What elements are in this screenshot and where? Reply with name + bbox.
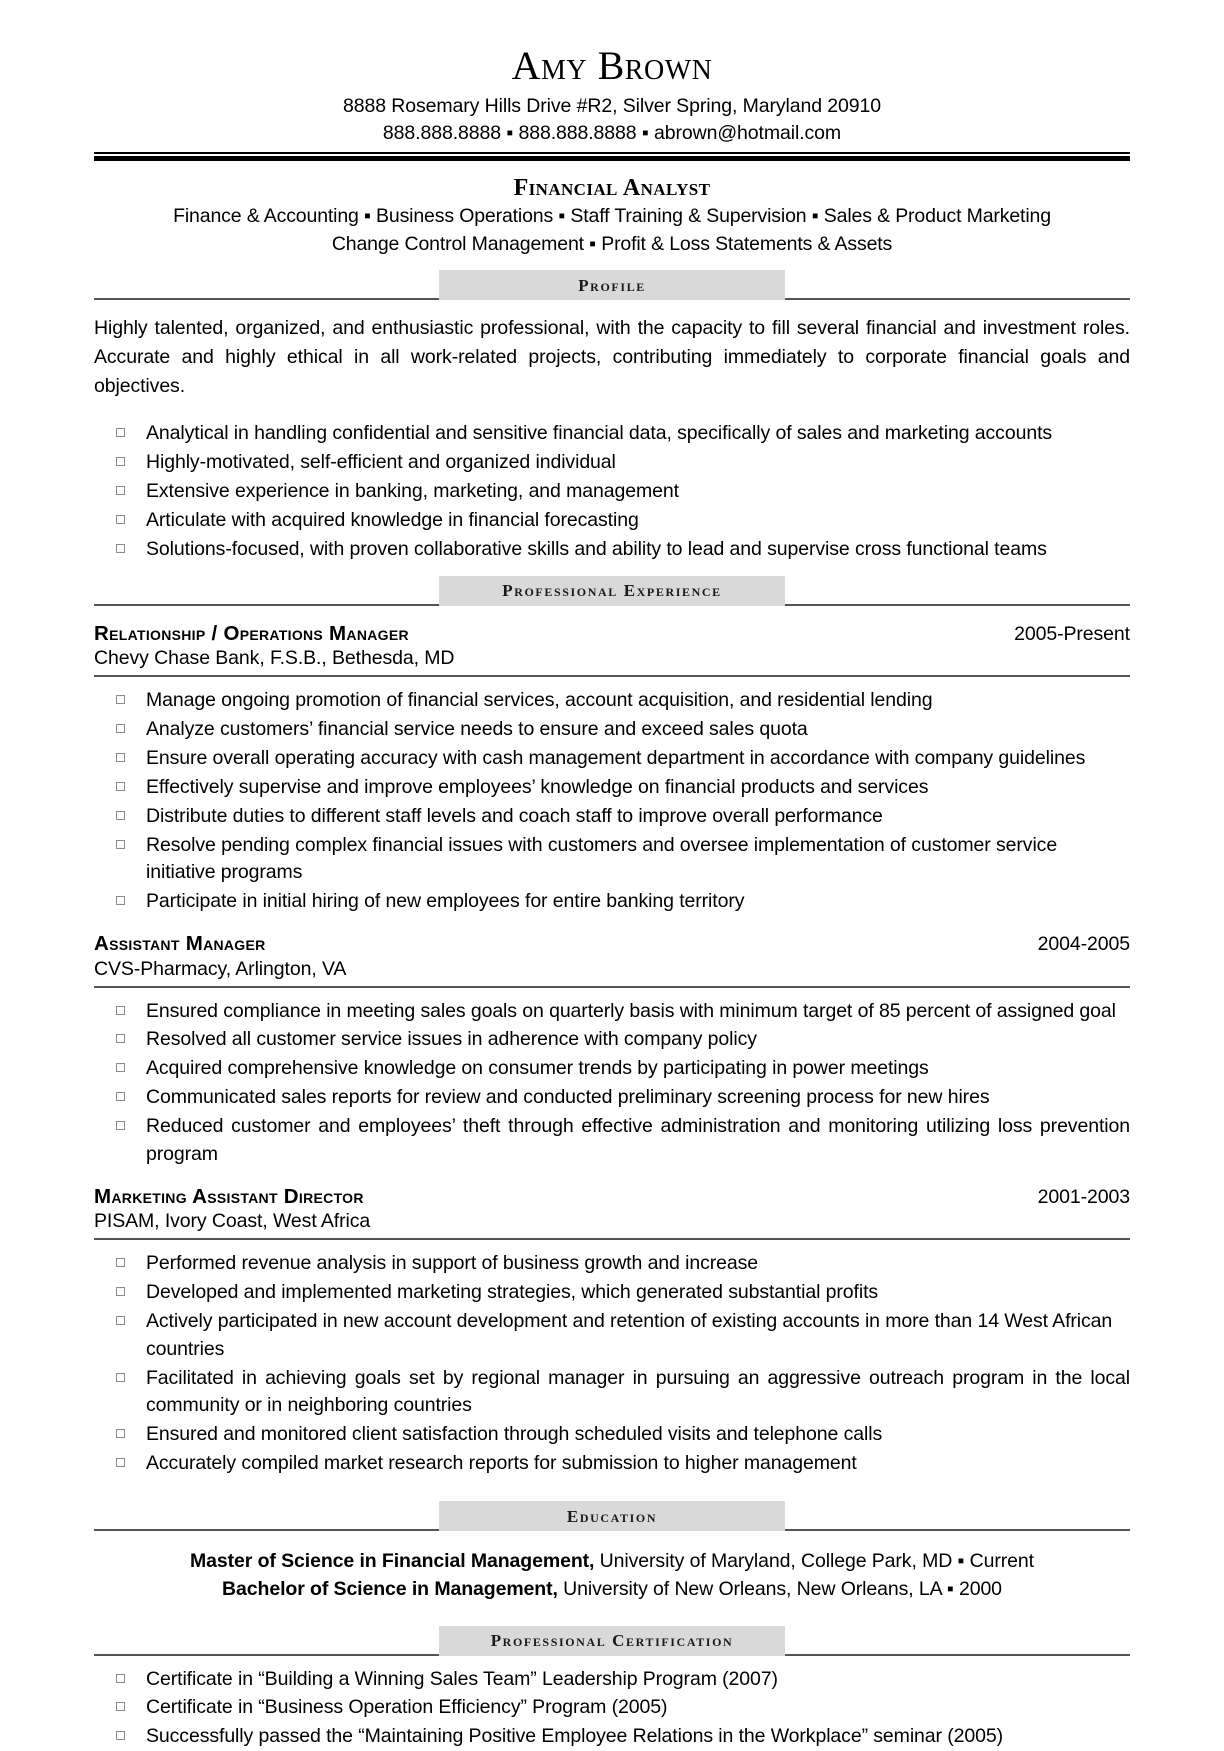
list-item-text: Acquired comprehensive knowledge on consumer trends by participating in power meetings <box>146 1057 929 1080</box>
list-item-text: Resolve pending complex financial issues with customers and oversee implementation of customer service initiative programs <box>146 833 1058 884</box>
list-item-text: Performed revenue analysis in support of business growth and increase <box>146 1252 759 1275</box>
list-item-text: Certificate in “Business Operation Efficiency” Program (2005) <box>146 1696 668 1719</box>
entry-heading-row <box>94 1185 1130 1210</box>
square-bullet-icon <box>116 486 125 495</box>
list-item-text: Effectively supervise and improve employees’ knowledge on financial products and services <box>146 775 929 798</box>
target-job-title: Financial Analyst <box>513 175 711 202</box>
entry-heading-row <box>94 932 1130 957</box>
list-item <box>94 1365 1130 1421</box>
list-item-text: Analytical in handling confidential and sensitive financial data, specifically of sales and marketing accounts <box>146 422 1053 445</box>
square-bullet-icon <box>116 428 125 437</box>
job-title: Relationship / Operations Manager <box>94 621 409 645</box>
list-item <box>94 998 1130 1026</box>
list-item <box>94 774 1130 802</box>
square-bullet-icon <box>116 1092 125 1101</box>
employer-name: Chevy Chase Bank, F.S.B., Bethesda, MD <box>94 646 1130 677</box>
list-item <box>94 1026 1130 1054</box>
list-item-text: Ensured compliance in meeting sales goals on quarterly basis with minimum target of 85 percent of assigned goal <box>146 999 1116 1022</box>
section-title-education: Education <box>566 1506 658 1526</box>
certification-bullet-list <box>94 1666 1130 1751</box>
list-item <box>94 888 1130 916</box>
list-item-text: Developed and implemented marketing strategies, which generated substantial profits <box>146 1280 879 1303</box>
job-dates: 2005-Present <box>1014 622 1130 645</box>
list-item <box>94 745 1130 773</box>
list-item-text: Communicated sales reports for review and conducted preliminary screening process for new hires <box>146 1086 990 1109</box>
job-dates: 2004-2005 <box>1037 933 1130 956</box>
section-band <box>439 270 785 300</box>
list-item-text: Ensure overall operating accuracy with cash management department in accordance with company guidelines <box>146 746 1086 769</box>
employer-name: PISAM, Ivory Coast, West Africa <box>94 1209 1130 1240</box>
list-item <box>94 1055 1130 1083</box>
specialties-line-1: Finance & Accounting ▪ Business Operations ▪ Staff Training & Supervision ▪ Sales & Product Marketing <box>173 205 1051 228</box>
square-bullet-icon <box>116 515 125 524</box>
section-header-experience <box>94 576 1130 606</box>
list-item-text: Resolved all customer service issues in adherence with company policy <box>146 1028 757 1051</box>
section-header-certification <box>94 1626 1130 1656</box>
square-bullet-icon <box>116 1429 125 1438</box>
section-title-certification: Professional Certification <box>490 1631 734 1651</box>
spacer <box>94 1479 1130 1489</box>
square-bullet-icon <box>116 896 125 905</box>
list-item-text: Distribute duties to different staff levels and coach staff to improve overall performance <box>146 804 883 827</box>
list-item-text: Certificate in “Building a Winning Sales Team” Leadership Program (2007) <box>146 1667 778 1690</box>
list-item-text: Ensured and monitored client satisfaction through scheduled visits and telephone calls <box>146 1423 883 1446</box>
list-item <box>94 1666 1130 1694</box>
list-item-text: Reduced customer and employees’ theft through effective administration and monitoring utilizing loss prevention program <box>146 1115 1130 1165</box>
degree-detail: University of New Orleans, New Orleans, LA ▪ 2000 <box>557 1578 1002 1601</box>
experience-entry <box>94 1185 1130 1240</box>
square-bullet-icon <box>116 544 125 553</box>
list-item-text: Facilitated in achieving goals set by regional manager in pursuing an aggressive outreach program in the local community or in neighboring countries <box>146 1366 1130 1417</box>
experience-entry <box>94 932 1130 987</box>
education-list <box>94 1547 1130 1604</box>
square-bullet-icon <box>116 1316 125 1325</box>
degree-name: Master of Science in Financial Management, <box>190 1550 595 1573</box>
resume-header <box>94 44 1130 161</box>
list-item <box>94 449 1130 477</box>
list-item <box>94 478 1130 506</box>
candidate-address: 8888 Rosemary Hills Drive #R2, Silver Spring, Maryland 20910 <box>342 95 882 118</box>
specialties-line-2: Change Control Management ▪ Profit & Loss Statements & Assets <box>331 232 893 255</box>
square-bullet-icon <box>116 1373 125 1382</box>
square-bullet-icon <box>116 1258 125 1267</box>
experience-bullet-list <box>94 998 1130 1169</box>
education-item <box>94 1575 1130 1603</box>
list-item-text: Articulate with acquired knowledge in financial forecasting <box>146 509 639 532</box>
profile-bullet-list <box>94 420 1130 563</box>
square-bullet-icon <box>116 1674 125 1683</box>
experience-entry <box>94 622 1130 677</box>
spacer <box>94 1604 1130 1614</box>
square-bullet-icon <box>116 1731 125 1740</box>
list-item <box>94 1250 1130 1278</box>
employer-name: CVS-Pharmacy, Arlington, VA <box>94 957 1130 988</box>
job-title: Assistant Manager <box>94 932 266 956</box>
square-bullet-icon <box>116 753 125 762</box>
candidate-contact: 888.888.8888 ▪ 888.888.8888 ▪ abrown@hotmail.com <box>382 121 842 144</box>
section-header-profile <box>94 270 1130 300</box>
section-band <box>439 1626 785 1656</box>
header-divider <box>94 152 1130 161</box>
square-bullet-icon <box>116 1458 125 1467</box>
list-item <box>94 716 1130 744</box>
list-item <box>94 507 1130 535</box>
list-item <box>94 1113 1130 1169</box>
list-item-text: Actively participated in new account development and retention of existing accounts in more than 14 West African countries <box>146 1309 1113 1360</box>
list-item-text: Extensive experience in banking, marketing, and management <box>146 480 679 503</box>
education-item <box>94 1547 1130 1575</box>
section-title-experience: Professional Experience <box>502 581 722 601</box>
list-item <box>94 1084 1130 1112</box>
square-bullet-icon <box>116 1034 125 1043</box>
list-item-text: Successfully passed the “Maintaining Positive Employee Relations in the Workplace” seminar (2005) <box>146 1725 1004 1748</box>
list-item <box>94 1450 1130 1478</box>
square-bullet-icon <box>116 1702 125 1711</box>
square-bullet-icon <box>116 724 125 733</box>
square-bullet-icon <box>116 811 125 820</box>
headline-block <box>94 174 1130 258</box>
list-item <box>94 803 1130 831</box>
square-bullet-icon <box>116 1006 125 1015</box>
list-item-text: Participate in initial hiring of new employees for entire banking territory <box>146 890 745 913</box>
square-bullet-icon <box>116 695 125 704</box>
list-item <box>94 1308 1130 1364</box>
square-bullet-icon <box>116 782 125 791</box>
square-bullet-icon <box>116 840 125 849</box>
list-item-text: Manage ongoing promotion of financial services, account acquisition, and residential lending <box>146 689 933 712</box>
experience-bullet-list <box>94 1250 1130 1478</box>
list-item <box>94 832 1130 888</box>
list-item <box>94 1723 1130 1751</box>
experience-bullet-list <box>94 687 1130 916</box>
profile-summary: Highly talented, organized, and enthusiastic professional, with the capacity to fill several financial and investment roles. Accurate and highly ethical in all work-related projects, contributing immediately to corporate financial goals and objectives. <box>94 317 1130 398</box>
list-item-text: Highly-motivated, self-efficient and organized individual <box>146 451 616 474</box>
square-bullet-icon <box>116 1287 125 1296</box>
list-item <box>94 1421 1130 1449</box>
job-title: Marketing Assistant Director <box>94 1184 364 1208</box>
square-bullet-icon <box>116 1121 125 1130</box>
section-title-profile: Profile <box>578 275 646 295</box>
list-item-text: Accurately compiled market research reports for submission to higher management <box>146 1452 857 1475</box>
list-item <box>94 420 1130 448</box>
list-item <box>94 1694 1130 1722</box>
list-item <box>94 1279 1130 1307</box>
section-band <box>439 576 785 606</box>
candidate-name: Amy Brown <box>511 43 713 88</box>
list-item-text: Solutions-focused, with proven collaborative skills and ability to lead and supervise cross functional teams <box>146 537 1047 560</box>
degree-detail: University of Maryland, College Park, MD ▪ Current <box>594 1550 1034 1573</box>
degree-name: Bachelor of Science in Management, <box>222 1578 558 1601</box>
entry-heading-row <box>94 622 1130 647</box>
job-dates: 2001-2003 <box>1037 1185 1130 1208</box>
square-bullet-icon <box>116 457 125 466</box>
section-band <box>439 1501 785 1531</box>
list-item <box>94 536 1130 564</box>
list-item-text: Analyze customers’ financial service needs to ensure and exceed sales quota <box>146 718 808 741</box>
list-item <box>94 687 1130 715</box>
square-bullet-icon <box>116 1063 125 1072</box>
section-header-education <box>94 1501 1130 1531</box>
